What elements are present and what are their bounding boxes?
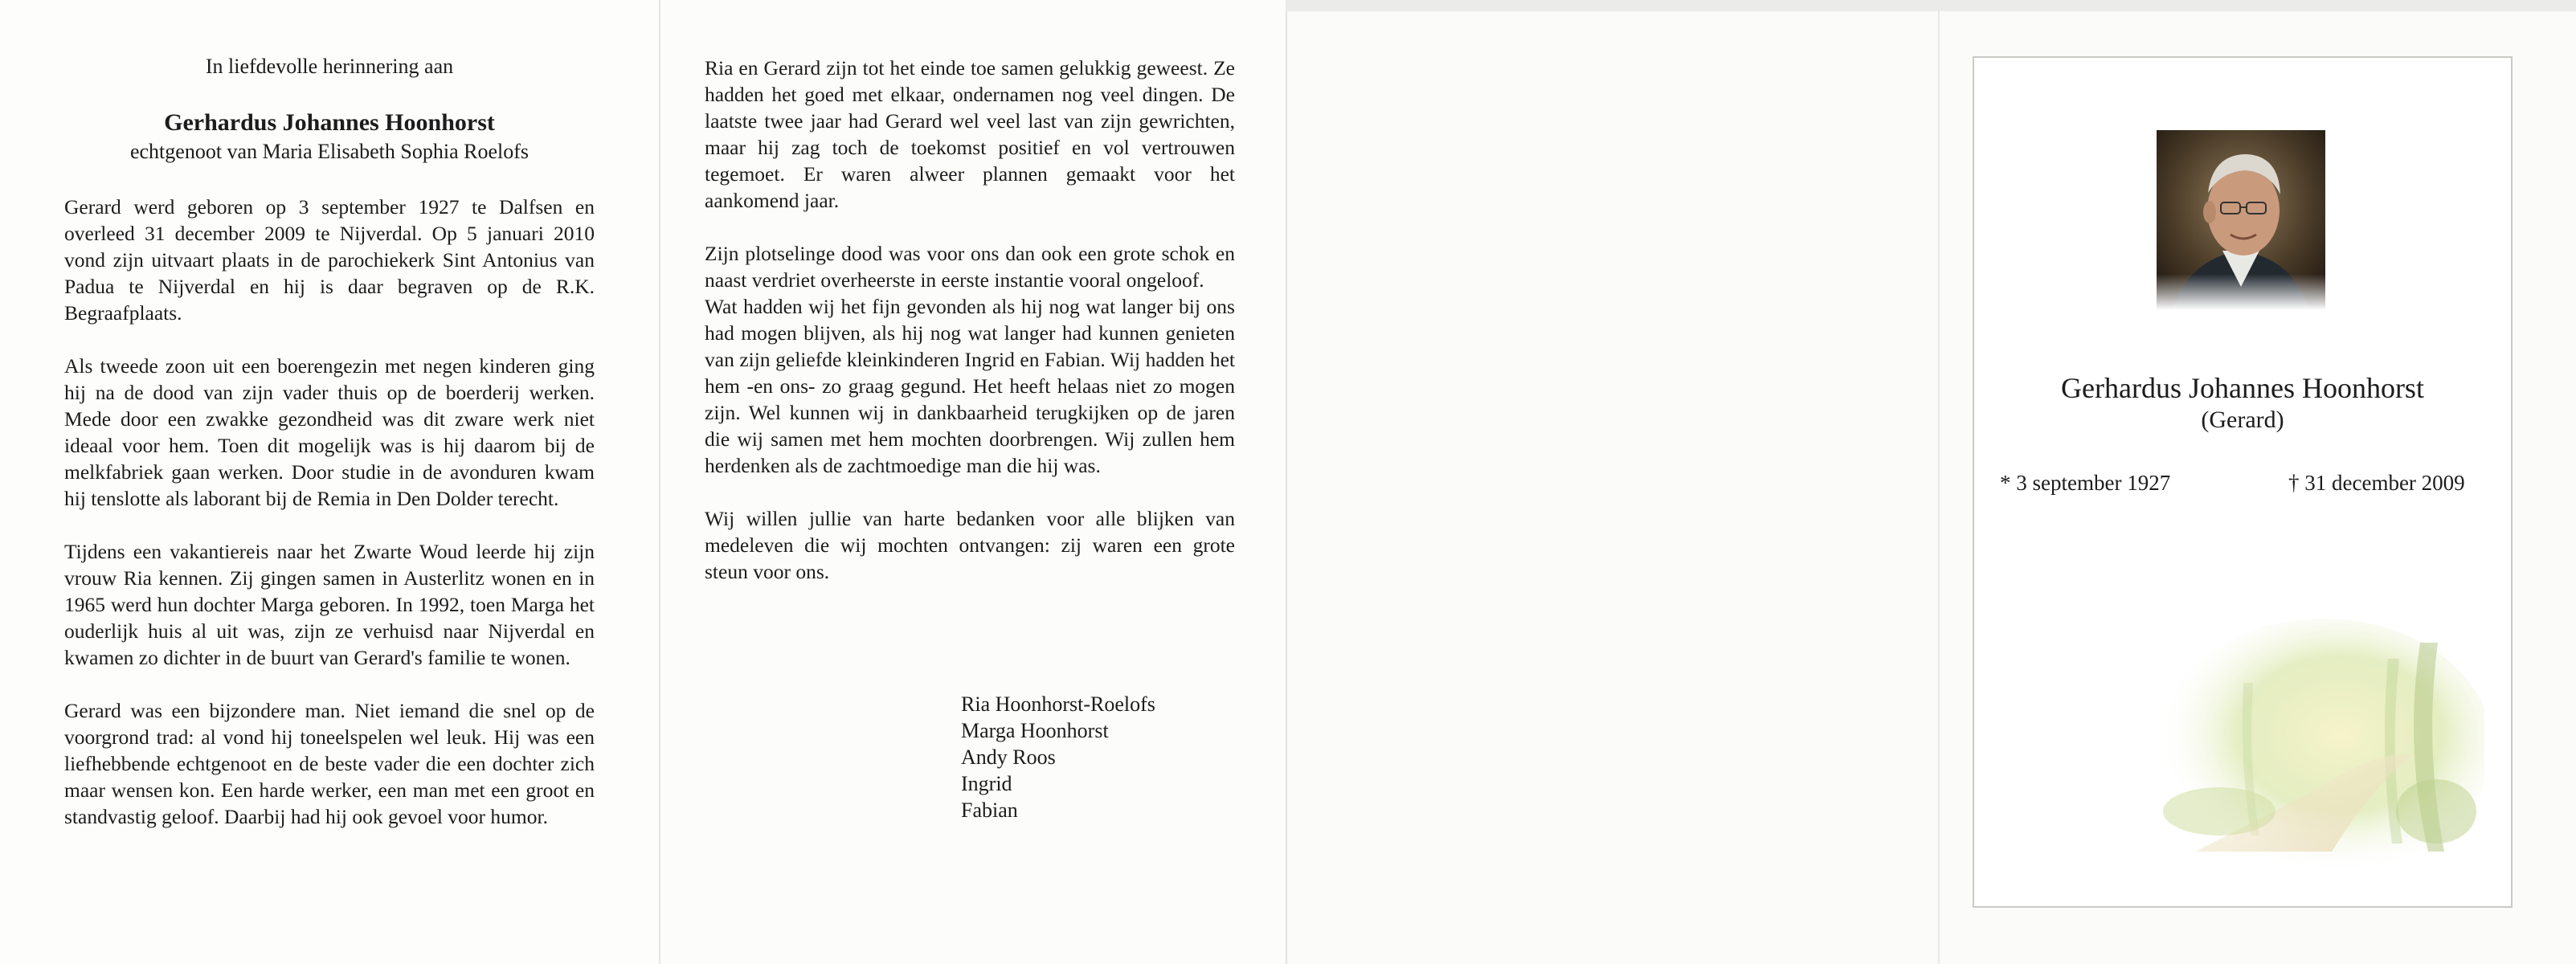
biography-text [64, 194, 595, 830]
blank-page [1286, 0, 1938, 964]
memorial-paragraph: Wij willen jullie van harte bedanken voor alle blijken van medeleven die wij mochten ontvangen: zij waren een grote steun voor ons. [705, 507, 1235, 583]
card-nickname: (Gerard) [2201, 406, 2284, 433]
signatory: Fabian [961, 799, 1018, 822]
signatory: Marga Hoonhorst [961, 719, 1109, 742]
card-name: Gerhardus Johannes Hoonhorst [2061, 372, 2424, 404]
spouse-line: echtgenoot van Maria Elisabeth Sophia Roelofs [129, 140, 530, 163]
biography-paragraph: Gerard was een bijzondere man. Niet iemand die snel op de voorgrond trad: al vond hij toneelspelen wel leuk. Hij was een liefhebbende echtgenoot en de beste vader die een dochter zich maar wensen kon. Een harde werker, een man met een groot en standvastig geloof. Daarbij had hij ook gevoel voor humor. [64, 699, 595, 828]
birth-date: * 3 september 1927 [2000, 471, 2171, 495]
signatory: Ria Hoonhorst-Roelofs [961, 692, 1155, 716]
memorial-paragraph: Wat hadden wij het fijn gevonden als hij nog wat langer bij ons had mogen blijven, als hij nog wat langer had kunnen genieten van zijn geliefde kleinkinderen Ingrid en Fabian. Wij hadden het hem -en ons- zo graag gegund. Het heeft helaas niet zo mogen zijn. Wel kunnen wij in dankbaarheid terugkijken op de jaren die wij samen met hem mochten doorbrengen. Wij zullen hem herdenken als de zachtmoedige man die hij was. [705, 295, 1235, 477]
biography-paragraph: Als tweede zoon uit een boerengezin met negen kinderen ging hij na de dood van zijn vader thuis op de boerderij werken. Mede door een zwakke gezondheid was dit zware werk niet ideaal voor hem. Toen dit mogelijk was is hij daarom bij de melkfabriek gaan werken. Door studie in de avonduren kwam hij tenslotte als laborant bij de Remia in Den Dolder terecht. [64, 354, 595, 510]
signatories-list [961, 691, 1155, 823]
portrait-photo [2157, 130, 2325, 310]
signatory: Ingrid [961, 772, 1012, 795]
memorial-text [705, 55, 1235, 585]
scan-edge [1286, 0, 2576, 11]
biography-paragraph: Gerard werd geboren op 3 september 1927 te Dalfsen en overleed 31 december 2009 te Nijverdal. Op 5 januari 2010 vond zijn uitvaart plaats in de parochiekerk Sint Antonius van Padua te Nijverdal en hij is daar begraven op de R.K. Begraafplaats. [64, 195, 595, 325]
memorial-paragraph: Ria en Gerard zijn tot het einde toe samen gelukkig geweest. Ze hadden het goed met elkaar, ondernamen nog veel dingen. De laatste twee jaar had Gerard wel veel last van zijn gewrichten, maar hij zag toch de toekomst positief en vol vertrouwen tegemoet. Er waren alweer plannen gemaakt voor het aankomend jaar. [705, 56, 1235, 212]
forest-path-image [2147, 611, 2484, 876]
death-date: † 31 december 2009 [2288, 471, 2465, 495]
intro-line: In liefdevolle herinnering aan [205, 55, 454, 78]
biography-paragraph: Tijdens een vakantiereis naar het Zwarte Woud leerde hij zijn vrouw Ria kennen. Zij gingen samen in Austerlitz wonen en in 1965 werd hun dochter Marga geboren. In 1992, toen Marga het ouderlijk huis al uit was, zijn ze verhuisd naar Nijverdal en kwamen zo dichter in de buurt van Gerard's familie te wonen. [64, 540, 595, 669]
signatory: Andy Roos [961, 745, 1056, 769]
memorial-paragraph: Zijn plotselinge dood was voor ons dan ook een grote schok en naast verdriet overheerste in eerste instantie vooral ongeloof. [705, 242, 1235, 292]
deceased-name-heading: Gerhardus Johannes Hoonhorst [164, 109, 495, 136]
